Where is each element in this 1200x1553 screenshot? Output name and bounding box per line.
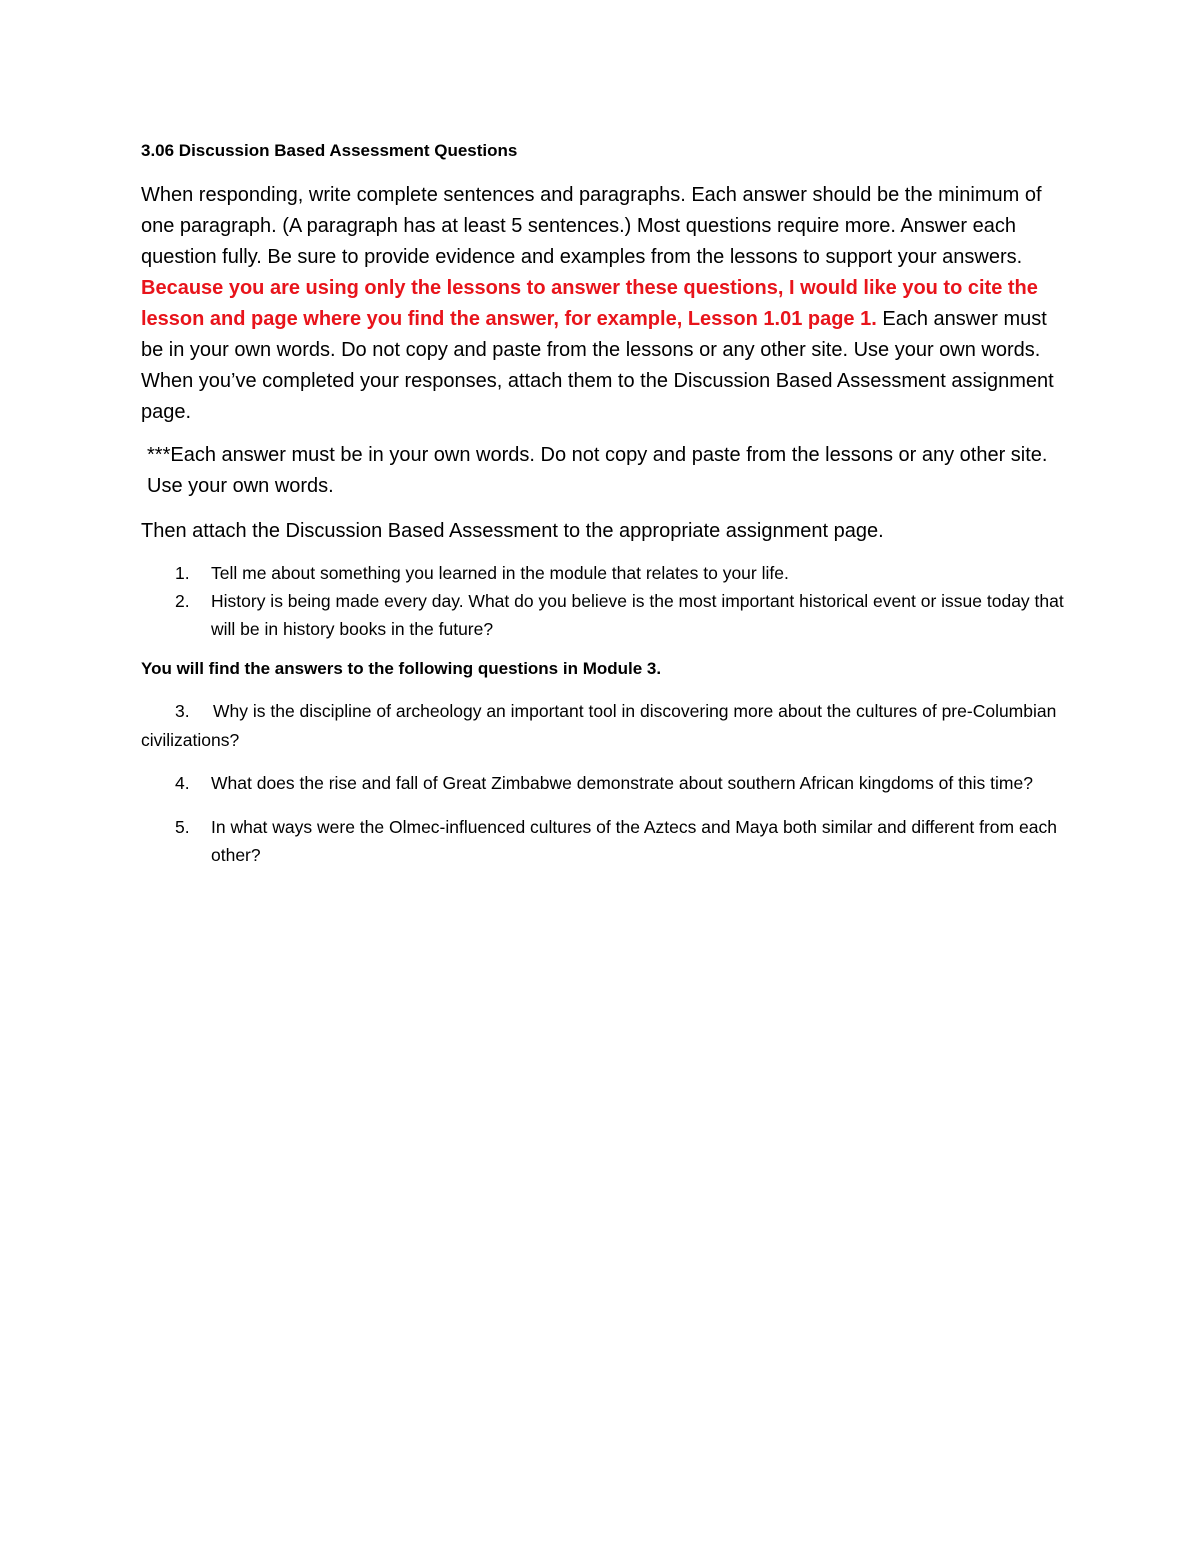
question-number: 4. bbox=[175, 773, 190, 794]
question-number: 5. bbox=[175, 817, 190, 838]
document-title: 3.06 Discussion Based Assessment Questions bbox=[141, 141, 518, 160]
attach-instruction: Then attach the Discussion Based Assessment to the appropriate assignment page. bbox=[141, 520, 884, 543]
instructions-tail: Each answer must be in your own words. Do not copy and paste from the lessons or any other site. Use your own words. When you’ve completed your responses, attach them to the Discussion Based Assessment assignment page. bbox=[141, 308, 1054, 424]
question-number: 2. bbox=[175, 591, 190, 612]
module-note: You will find the answers to the following questions in Module 3. bbox=[141, 659, 662, 679]
instructions-text: When responding, write complete sentences and paragraphs. Each answer should be the minimum of one paragraph. (A paragraph has at least 5 sentences.) Most questions require more. Answer each question fully. Be sure to provide evidence and examples from the lessons to support your answers. bbox=[141, 184, 1042, 269]
instructions-paragraph bbox=[141, 180, 1066, 428]
question-item bbox=[141, 697, 1066, 755]
question-list-general bbox=[141, 559, 1066, 643]
question-number: 3. bbox=[175, 701, 190, 722]
question-text: In what ways were the Olmec-influenced cultures of the Aztecs and Maya both similar and different from each other? bbox=[211, 817, 1057, 866]
question-number: 1. bbox=[175, 563, 190, 584]
question-text: History is being made every day. What do you believe is the most important historical event or issue today that will be in history books in the future? bbox=[211, 591, 1064, 640]
question-item bbox=[141, 587, 1066, 643]
question-text: What does the rise and fall of Great Zimbabwe demonstrate about southern African kingdoms of this time? bbox=[211, 773, 1033, 794]
question-item bbox=[141, 813, 1066, 869]
own-words-reminder: ***Each answer must be in your own words. Do not copy and paste from the lessons or any other site. Use your own words. bbox=[147, 444, 1048, 498]
citation-instruction: Because you are using only the lessons to answer these questions, I would like you to cite the lesson and page where you find the answer, for example, Lesson 1.01 page 1. bbox=[141, 277, 1038, 331]
document-page bbox=[141, 140, 1066, 885]
question-item bbox=[141, 559, 1066, 587]
question-item bbox=[141, 769, 1066, 797]
question-text: Why is the discipline of archeology an important tool in discovering more about the cultures of pre-Columbian civilizations? bbox=[141, 701, 1057, 751]
question-text: Tell me about something you learned in the module that relates to your life. bbox=[211, 563, 789, 584]
